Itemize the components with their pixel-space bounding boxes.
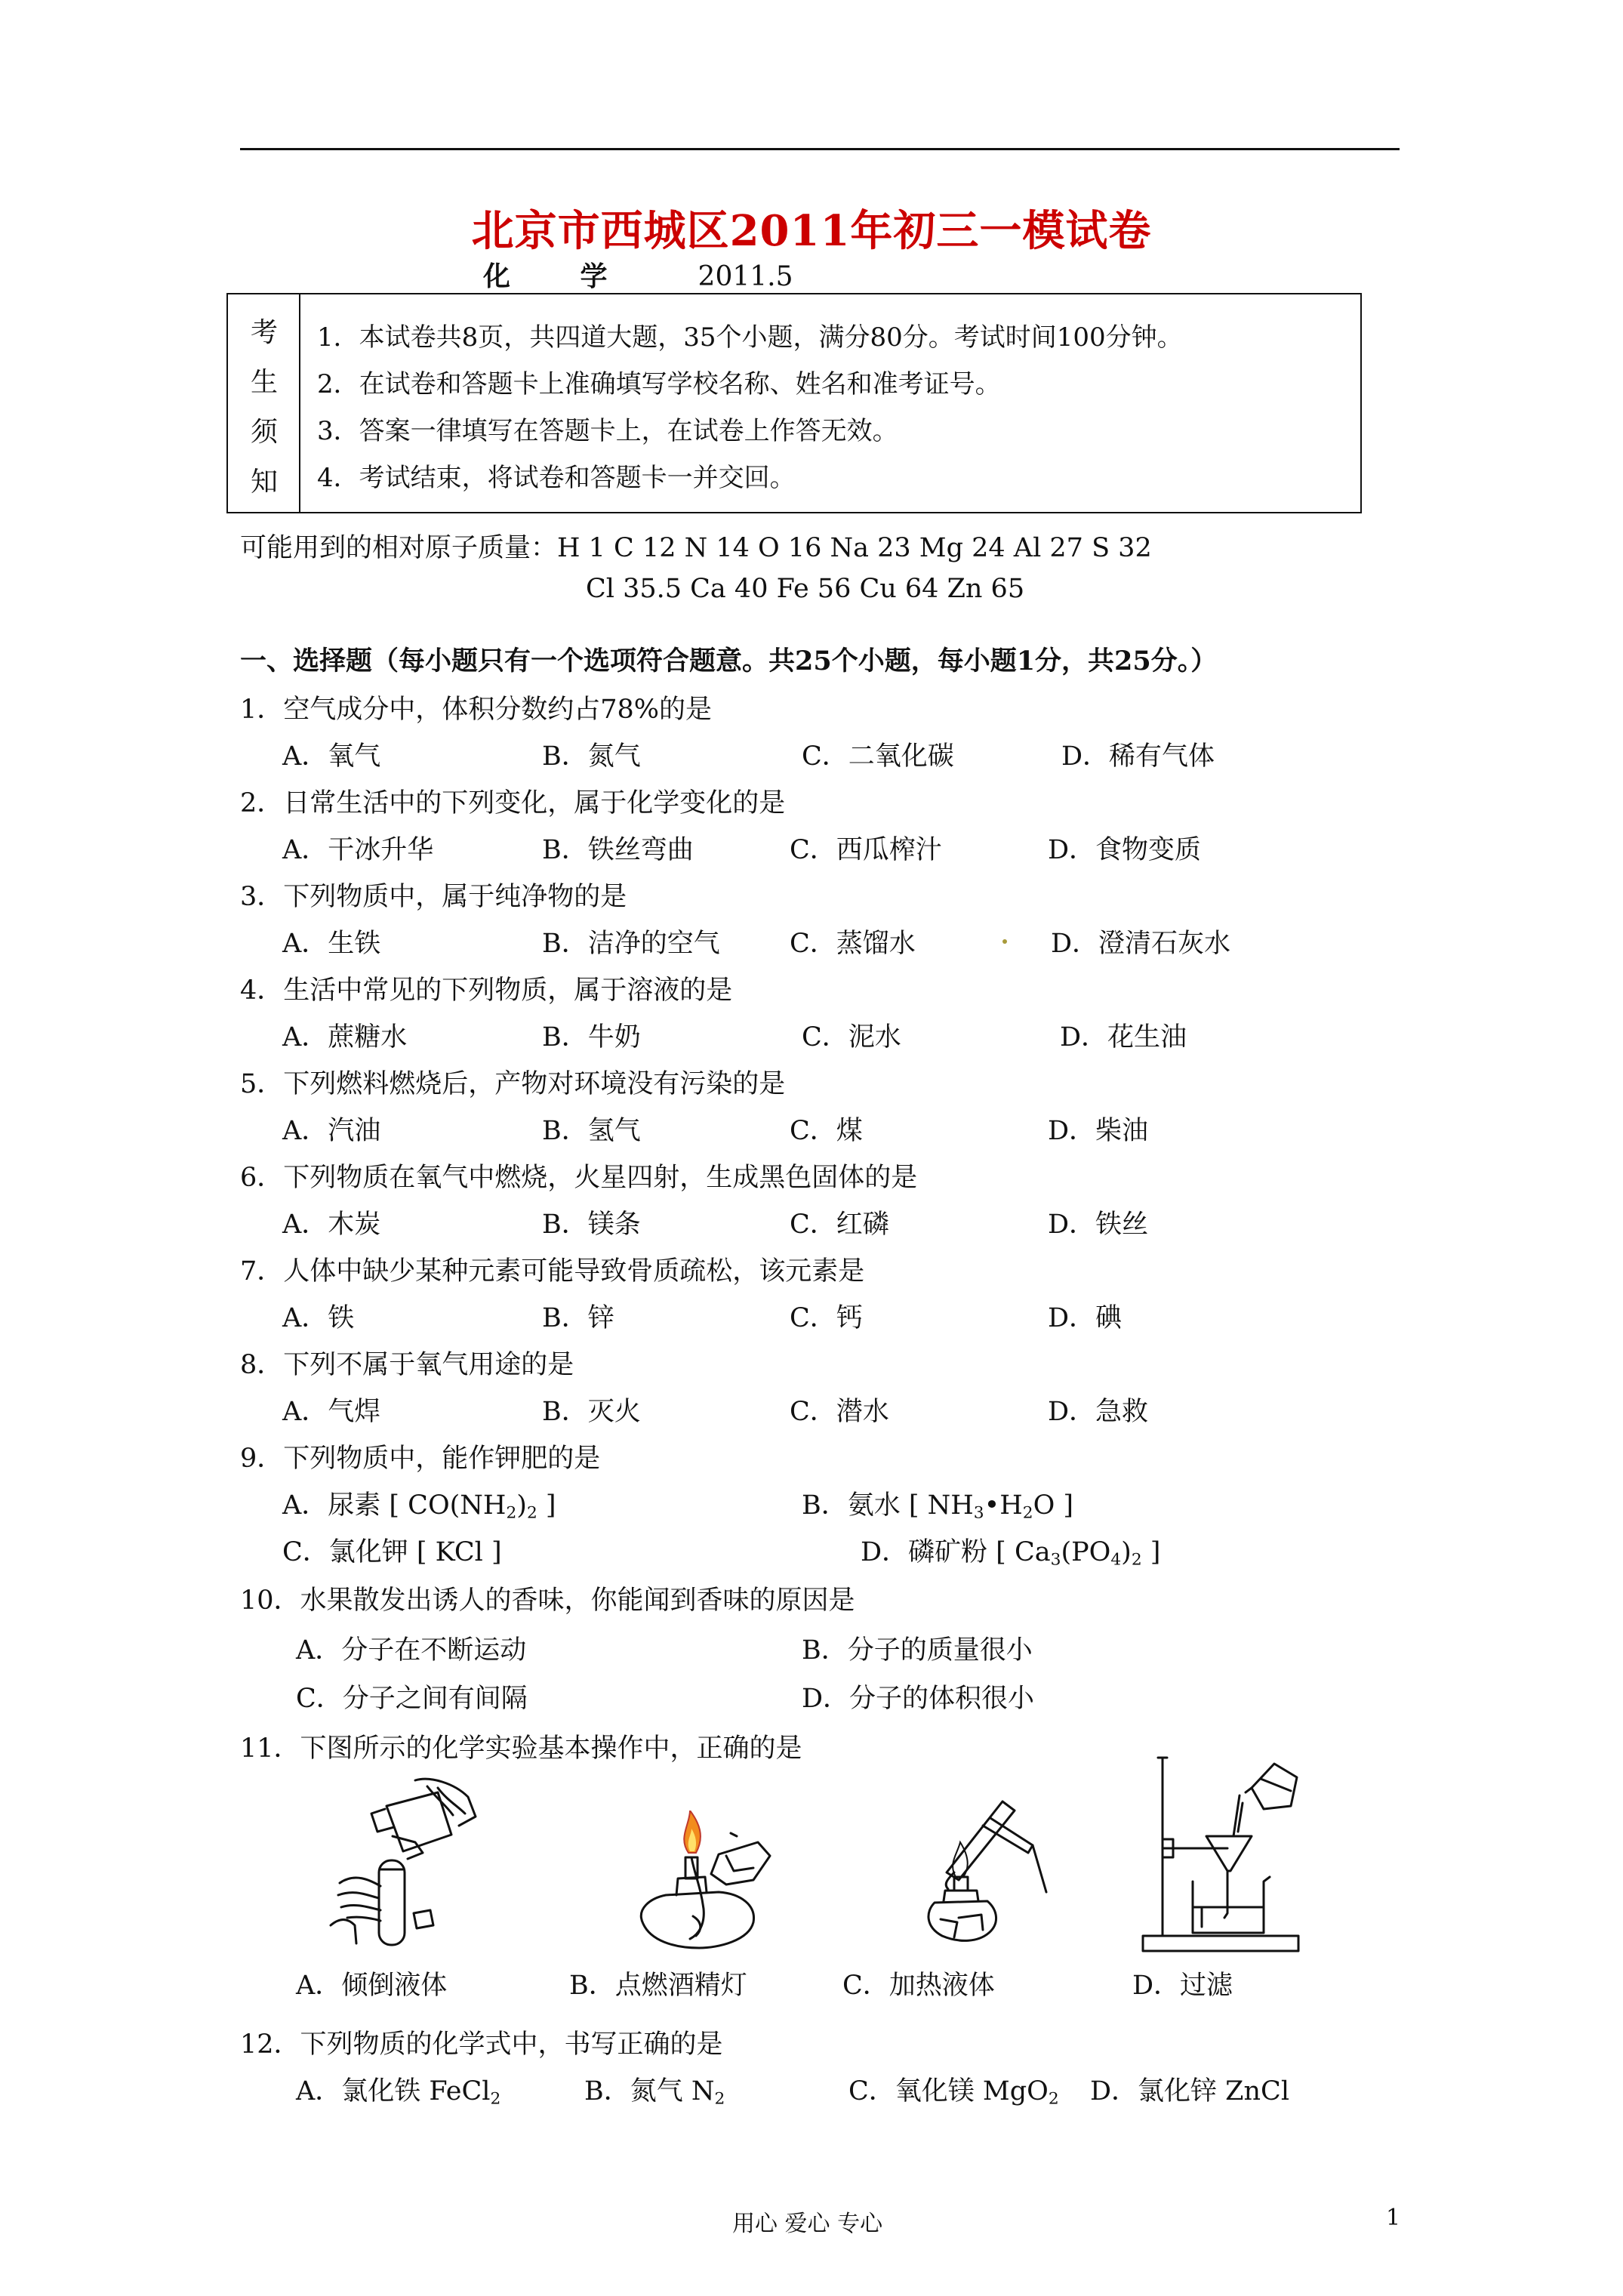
question-stem: 4．生活中常见的下列物质，属于溶液的是 [240, 975, 733, 1006]
option-c: C．分子之间有间隔 [296, 1684, 528, 1714]
subtitle [483, 255, 793, 294]
subject-label: 化 学 [483, 260, 638, 292]
question-stem: 6．下列物质在氧气中燃烧，火星四射，生成黑色固体的是 [240, 1163, 918, 1193]
page-title: 北京市西城区2011年初三一模试卷 [471, 206, 1152, 256]
option-b: B．氮气 $N_2$ [584, 2076, 725, 2109]
option-b: B．铁丝弯曲 [542, 835, 694, 865]
pouring-liquid-illustration [325, 1770, 498, 1955]
option-a: A．干冰升华 [282, 835, 434, 865]
option-b: B．氢气 [542, 1116, 641, 1146]
filtration-illustration [1140, 1749, 1301, 1954]
notice-label [228, 294, 300, 512]
notice-item: 3．答案一律填写在答题卡上，在试卷上作答无效。 [317, 416, 898, 446]
option-d: D．食物变质 [1048, 835, 1202, 865]
option-b: B．分子的质量很小 [802, 1635, 1033, 1666]
page-number: 1 [1386, 2205, 1401, 2231]
option-a: A．尿素 [ $CO(NH_2)_2$ ] [282, 1490, 556, 1523]
option-a: A．分子在不断运动 [296, 1635, 527, 1666]
alcohol-lamp-illustration [621, 1811, 779, 1959]
option-d: D．柴油 [1048, 1116, 1149, 1146]
option-b: B．镁条 [542, 1210, 641, 1240]
question-stem: 8．下列不属于氧气用途的是 [240, 1350, 574, 1380]
question-stem: 7．人体中缺少某种元素可能导致骨质疏松，该元素是 [240, 1256, 865, 1287]
heating-liquid-illustration [885, 1788, 1055, 1955]
notice-item: 2．在试卷和答题卡上准确填写学校名称、姓名和准考证号。 [317, 369, 1001, 399]
option-d: D．氯化锌 ZnCl [1090, 2076, 1290, 2106]
notice-label-char: 须 [250, 417, 278, 448]
option-d: D．急救 [1048, 1397, 1149, 1427]
option-d: D．铁丝 [1048, 1210, 1149, 1240]
option-b: B．氮气 [542, 741, 641, 772]
option-c: C．蒸馏水 [790, 929, 916, 959]
option-c: C．泥水 [802, 1022, 901, 1052]
option-b: B．牛奶 [542, 1022, 641, 1052]
option-a: A．气焊 [282, 1397, 381, 1427]
notice-label-char: 知 [250, 467, 278, 498]
atomic-masses-line-2: Cl 35.5 Ca 40 Fe 56 Cu 64 Zn 65 [586, 574, 1025, 604]
option-d: D．磷矿粉 [ $Ca_3(PO_4)_2$ ] [861, 1537, 1161, 1570]
atomic-masses-line-1: 可能用到的相对原子质量：H 1 C 12 N 14 O 16 Na 23 Mg 24 Al 27 S 32 [240, 533, 1152, 563]
question-stem: 3．下列物质中，属于纯净物的是 [240, 882, 627, 912]
option-c: C．氯化钾 [ KCl ] [282, 1537, 502, 1567]
question-stem: 12．下列物质的化学式中，书写正确的是 [240, 2029, 723, 2060]
notice-label-char: 生 [250, 367, 278, 398]
option-c: C．加热液体 [842, 1971, 995, 2001]
option-d: D．分子的体积很小 [802, 1684, 1035, 1714]
option-b: B．锌 [542, 1303, 614, 1333]
question-stem: 1．空气成分中，体积分数约占78%的是 [240, 695, 713, 725]
option-c: C．潜水 [790, 1397, 889, 1427]
question-stem: 9．下列物质中，能作钾肥的是 [240, 1444, 601, 1474]
option-d: D．澄清石灰水 [1051, 929, 1231, 959]
header-rule [240, 148, 1400, 150]
option-a: A．蔗糖水 [282, 1022, 408, 1052]
option-d: D．碘 [1048, 1303, 1123, 1333]
option-c: C．氧化镁 MgO$_2$ [848, 2076, 1059, 2109]
option-c: C．钙 [790, 1303, 863, 1333]
question-stem: 5．下列燃料燃烧后，产物对环境没有污染的是 [240, 1069, 786, 1099]
option-a: A．铁 [282, 1303, 355, 1333]
option-c: C．二氧化碳 [802, 741, 954, 772]
option-d: D．稀有气体 [1061, 741, 1215, 772]
notice-items [317, 314, 1183, 501]
footer-motto: 用心 爱心 专心 [732, 2211, 883, 2237]
notice-label-char: 考 [250, 317, 278, 348]
notice-item: 4．考试结束，将试卷和答题卡一并交回。 [317, 463, 796, 493]
option-b: B．氨水 [ $NH_3•H_2O$ ] [802, 1490, 1074, 1523]
question-stem: 11．下图所示的化学实验基本操作中，正确的是 [240, 1734, 802, 1764]
option-c: C．煤 [790, 1116, 863, 1146]
option-d: D．花生油 [1060, 1022, 1187, 1052]
option-d: D．过滤 [1132, 1971, 1233, 2001]
stray-dot [1002, 939, 1007, 944]
section-heading: 一、选择题（每小题只有一个选项符合题意。共25个小题，每小题1分，共25分。） [240, 646, 1218, 676]
exam-date: 2011.5 [698, 261, 793, 292]
option-a: A．汽油 [282, 1116, 381, 1146]
notice-box [226, 293, 1362, 513]
option-a: A．倾倒液体 [296, 1971, 448, 2001]
option-b: B．点燃酒精灯 [569, 1971, 747, 2001]
option-a: A．生铁 [282, 929, 381, 959]
notice-item: 1．本试卷共8页，共四道大题，35个小题，满分80分。考试时间100分钟。 [317, 322, 1183, 353]
option-a: A．氧气 [282, 741, 381, 772]
option-a: A．氯化铁 FeCl$_2$ [296, 2076, 501, 2109]
option-a: A．木炭 [282, 1210, 381, 1240]
option-c: C．西瓜榨汁 [790, 835, 942, 865]
question-stem: 10．水果散发出诱人的香味，你能闻到香味的原因是 [240, 1586, 855, 1616]
option-c: C．红磷 [790, 1210, 889, 1240]
option-b: B．灭火 [542, 1397, 641, 1427]
question-stem: 2．日常生活中的下列变化，属于化学变化的是 [240, 788, 786, 818]
option-b: B．洁净的空气 [542, 929, 720, 959]
